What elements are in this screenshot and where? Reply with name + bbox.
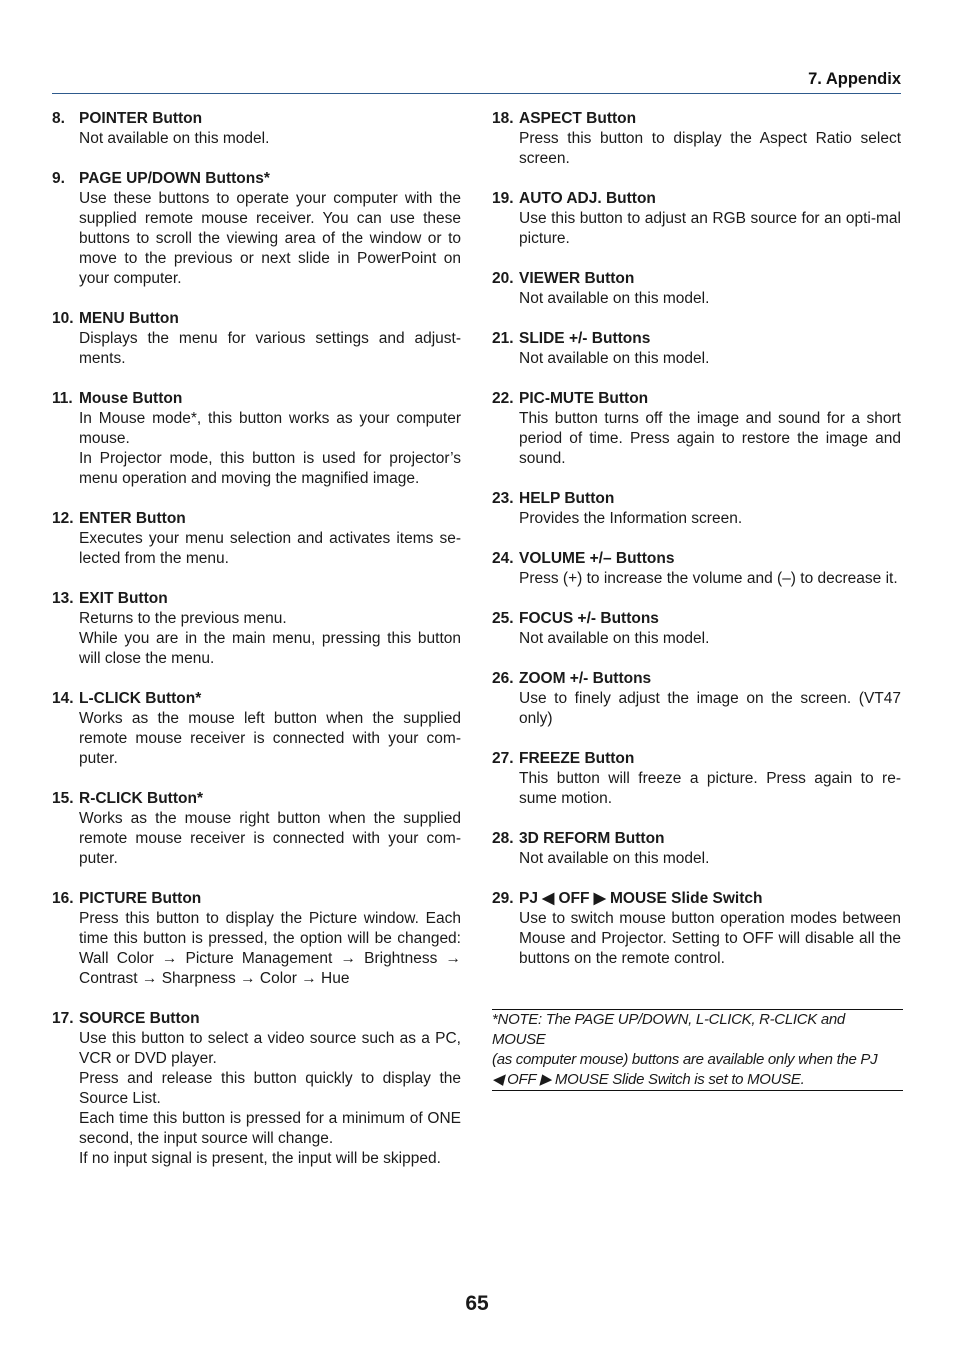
item-title: EXIT Button: [79, 590, 168, 607]
description-paragraph: Use this button to adjust an RGB source for an opti-mal picture.: [519, 210, 901, 247]
button-description-item: [492, 609, 901, 649]
button-description-item: [492, 549, 901, 589]
item-title: PICTURE Button: [79, 890, 202, 907]
note-line: *NOTE: The PAGE UP/DOWN, L-CLICK, R-CLICK and MOUSE: [492, 1011, 845, 1048]
item-description: [492, 849, 901, 869]
item-title: ZOOM +/- Buttons: [519, 670, 652, 687]
item-heading: [492, 329, 901, 349]
item-description: [492, 569, 901, 589]
button-description-item: [52, 1009, 461, 1169]
section-title: 7. Appendix: [808, 70, 901, 88]
description-paragraph: Each time this button is pressed for a minimum of ONE second, the input source will change.: [79, 1110, 461, 1147]
description-paragraph: If no input signal is present, the input will be skipped.: [79, 1150, 441, 1167]
description-paragraph: Works as the mouse left button when the supplied remote mouse receiver is connected with your com-puter.: [79, 710, 461, 767]
description-paragraph: Not available on this model.: [519, 290, 710, 307]
button-description-item: [492, 189, 901, 249]
item-number: 25.: [492, 610, 514, 627]
note-line: (as computer mouse) buttons are available only when the PJ: [492, 1051, 878, 1068]
item-description: [492, 509, 901, 529]
button-description-item: [492, 889, 901, 969]
description-paragraph: Works as the mouse right button when the supplied remote mouse receiver is connected with your com-puter.: [79, 810, 461, 867]
item-title: FOCUS +/- Buttons: [519, 610, 659, 627]
description-paragraph: Press and release this button quickly to display the Source List.: [79, 1070, 461, 1107]
item-title: ASPECT Button: [519, 110, 637, 127]
item-title: PIC-MUTE Button: [519, 390, 649, 407]
item-description: [492, 129, 901, 169]
item-number: 17.: [52, 1010, 74, 1027]
item-description: [492, 409, 901, 469]
description-paragraph: Press (+) to increase the volume and (–) to decrease it.: [519, 570, 898, 587]
item-heading: [52, 589, 461, 609]
description-paragraph: This button turns off the image and sound for a short period of time. Press again to restore the image and sound.: [519, 410, 901, 467]
description-paragraph: Displays the menu for various settings and adjust-ments.: [79, 330, 461, 367]
description-paragraph: Press this button to display the Picture window. Each time this button is pressed, the option will be changed: Wall Color → Picture Management → Brightness → Contrast → Sharpness → Color → Hue: [79, 910, 461, 987]
item-title: 3D REFORM Button: [519, 830, 665, 847]
description-paragraph: Not available on this model.: [79, 130, 270, 147]
description-paragraph: This button will freeze a picture. Press again to re-sume motion.: [519, 770, 901, 807]
item-heading: [492, 669, 901, 689]
description-paragraph: Not available on this model.: [519, 850, 710, 867]
item-number: 20.: [492, 270, 514, 287]
item-number: 16.: [52, 890, 74, 907]
item-heading: [492, 889, 901, 909]
description-paragraph: Executes your menu selection and activates items se-lected from the menu.: [79, 530, 461, 567]
item-number: 21.: [492, 330, 514, 347]
item-number: 8.: [52, 110, 65, 127]
button-description-item: [52, 509, 461, 569]
item-description: [492, 909, 901, 969]
header-divider: [52, 93, 901, 94]
item-heading: [492, 389, 901, 409]
description-paragraph: Use this button to select a video source such as a PC, VCR or DVD player.: [79, 1030, 461, 1067]
item-number: 15.: [52, 790, 74, 807]
item-heading: [52, 109, 461, 129]
item-title: PJ ◀ OFF ▶ MOUSE Slide Switch: [519, 890, 763, 907]
page-number: 65: [465, 1292, 489, 1315]
item-number: 27.: [492, 750, 514, 767]
item-description: [52, 529, 461, 569]
button-description-item: [492, 389, 901, 469]
item-heading: [52, 689, 461, 709]
item-number: 24.: [492, 550, 514, 567]
item-description: [52, 809, 461, 869]
item-description: [52, 129, 461, 149]
item-title: L-CLICK Button*: [79, 690, 202, 707]
button-description-item: [492, 669, 901, 729]
item-heading: [492, 829, 901, 849]
item-description: [52, 329, 461, 369]
description-paragraph: Use these buttons to operate your computer with the supplied remote mouse receiver. You can use these buttons to scroll the viewing area of the window or to move to the previous or next slide in PowerPoint on your computer.: [79, 190, 461, 287]
item-number: 26.: [492, 670, 514, 687]
item-title: VOLUME +/– Buttons: [519, 550, 675, 567]
button-description-item: [52, 789, 461, 869]
item-heading: [492, 189, 901, 209]
item-number: 13.: [52, 590, 74, 607]
item-number: 14.: [52, 690, 74, 707]
item-heading: [492, 269, 901, 289]
item-description: [52, 709, 461, 769]
note-line: ◀ OFF ▶ MOUSE Slide Switch is set to MOUSE.: [492, 1071, 805, 1088]
item-number: 18.: [492, 110, 514, 127]
item-title: PAGE UP/DOWN Buttons*: [79, 170, 270, 187]
button-description-item: [52, 589, 461, 669]
item-number: 11.: [52, 390, 73, 407]
item-description: [492, 689, 901, 729]
item-heading: [52, 309, 461, 329]
description-paragraph: Provides the Information screen.: [519, 510, 743, 527]
item-title: SLIDE +/- Buttons: [519, 330, 651, 347]
description-paragraph: Not available on this model.: [519, 630, 710, 647]
item-heading: [492, 609, 901, 629]
item-number: 9.: [52, 170, 65, 187]
item-description: [52, 409, 461, 489]
item-description: [492, 289, 901, 309]
item-heading: [492, 549, 901, 569]
item-heading: [52, 389, 461, 409]
item-title: MENU Button: [79, 310, 179, 327]
item-title: ENTER Button: [79, 510, 186, 527]
item-title: HELP Button: [519, 490, 615, 507]
item-heading: [52, 789, 461, 809]
button-description-item: [52, 169, 461, 289]
item-number: 23.: [492, 490, 514, 507]
item-title: FREEZE Button: [519, 750, 635, 767]
item-title: R-CLICK Button*: [79, 790, 203, 807]
description-paragraph: Use to finely adjust the image on the screen. (VT47 only): [519, 690, 901, 727]
item-number: 29.: [492, 890, 514, 907]
item-number: 19.: [492, 190, 514, 207]
button-description-item: [492, 329, 901, 369]
button-description-item: [492, 749, 901, 809]
button-description-item: [492, 109, 901, 169]
description-paragraph: Press this button to display the Aspect Ratio select screen.: [519, 130, 901, 167]
item-description: [52, 909, 461, 989]
description-paragraph: In Mouse mode*, this button works as your computer mouse.: [79, 410, 461, 447]
item-heading: [52, 1009, 461, 1029]
description-paragraph: Not available on this model.: [519, 350, 710, 367]
left-column: [52, 109, 461, 1189]
button-description-item: [52, 109, 461, 149]
item-number: 22.: [492, 390, 514, 407]
item-heading: [52, 889, 461, 909]
item-description: [492, 209, 901, 249]
item-description: [52, 609, 461, 669]
item-description: [52, 1029, 461, 1169]
item-description: [492, 349, 901, 369]
button-description-item: [52, 689, 461, 769]
item-number: 12.: [52, 510, 74, 527]
item-heading: [52, 509, 461, 529]
button-description-item: [492, 829, 901, 869]
description-paragraph: Use to switch mouse button operation modes between Mouse and Projector. Setting to OFF will disable all the buttons on the remote control.: [519, 910, 901, 967]
item-heading: [52, 169, 461, 189]
description-paragraph: While you are in the main menu, pressing this button will close the menu.: [79, 630, 461, 667]
item-number: 28.: [492, 830, 514, 847]
description-paragraph: In Projector mode, this button is used for projector’s menu operation and moving the magnified image.: [79, 450, 461, 487]
button-description-item: [52, 309, 461, 369]
item-description: [52, 189, 461, 289]
item-heading: [492, 489, 901, 509]
item-title: Mouse Button: [79, 390, 183, 407]
right-column: [492, 109, 901, 989]
item-description: [492, 769, 901, 809]
button-description-item: [52, 389, 461, 489]
item-heading: [492, 109, 901, 129]
item-title: POINTER Button: [79, 110, 203, 127]
button-description-item: [492, 489, 901, 529]
button-description-item: [52, 889, 461, 989]
button-description-item: [492, 269, 901, 309]
item-title: VIEWER Button: [519, 270, 635, 287]
footnote-box: [492, 1009, 903, 1091]
description-paragraph: Returns to the previous menu.: [79, 610, 287, 627]
item-description: [492, 629, 901, 649]
item-heading: [492, 749, 901, 769]
item-number: 10.: [52, 310, 74, 327]
item-title: AUTO ADJ. Button: [519, 190, 656, 207]
item-title: SOURCE Button: [79, 1010, 200, 1027]
